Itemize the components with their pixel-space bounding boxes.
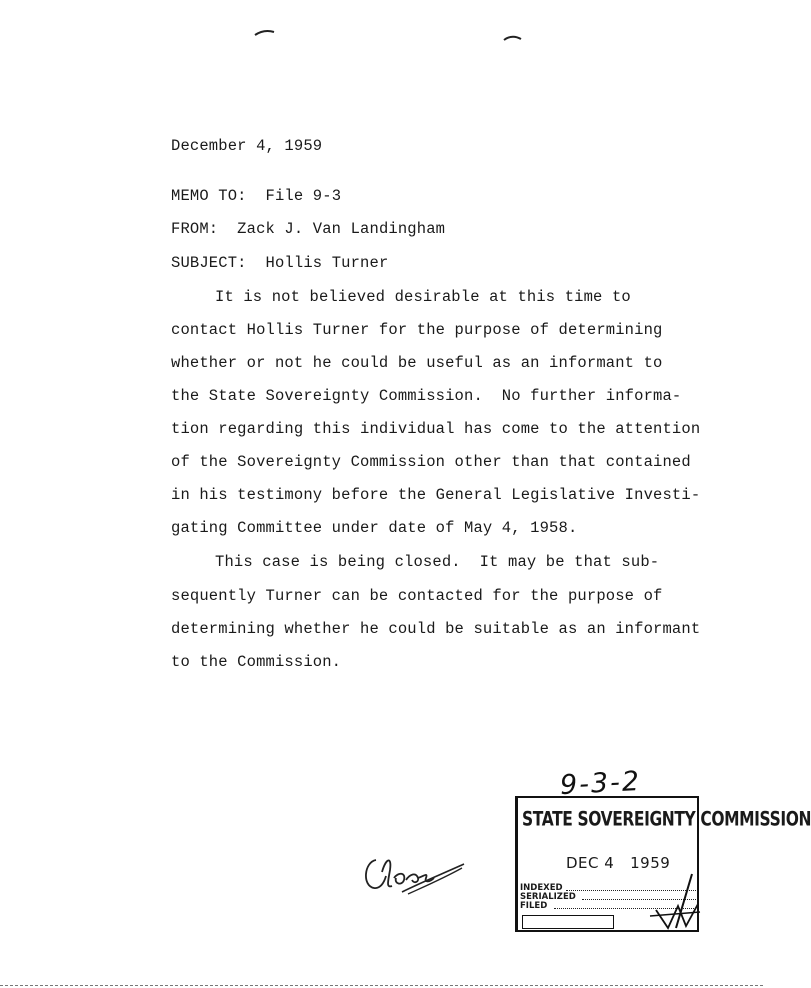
body-line: This case is being closed. It may be that sub- <box>215 553 660 571</box>
body-line: contact Hollis Turner for the purpose of determining <box>171 321 663 339</box>
body-line: tion regarding this individual has come to the attention <box>171 420 701 438</box>
stamp-field-serialized: SERIALIZED <box>520 892 576 902</box>
body-line: gating Committee under date of May 4, 1958. <box>171 519 578 537</box>
memo-to-line <box>171 187 341 205</box>
memo-subject-label: SUBJECT: <box>171 254 247 272</box>
initials-scribble-icon <box>626 870 702 932</box>
memo-to-value: File 9-3 <box>265 187 342 205</box>
memo-from-line <box>171 220 445 238</box>
stamp-field-indexed: INDEXED <box>520 883 563 893</box>
memo-subject-value: Hollis Turner <box>265 254 389 272</box>
scan-mark-icon <box>503 33 523 43</box>
memo-from-label: FROM: <box>171 220 219 238</box>
handwritten-file-code: 9-3-2 <box>559 765 642 802</box>
body-line: determining whether he could be suitable as an informant <box>171 620 701 638</box>
body-line: of the Sovereignty Commission other than that contained <box>171 453 691 471</box>
page-bottom-edge <box>0 985 763 986</box>
stamp-title: STATE SOVEREIGNTY COMMISSION <box>522 808 811 831</box>
body-line: the State Sovereignty Commission. No further informa- <box>171 387 682 405</box>
body-line: sequently Turner can be contacted for the purpose of <box>171 587 663 605</box>
memo-to-label: MEMO TO: <box>171 187 247 205</box>
stamp-fields <box>520 884 576 911</box>
scan-mark-icon <box>254 28 276 38</box>
body-line: to the Commission. <box>171 653 342 671</box>
commission-stamp <box>515 796 811 932</box>
body-line: It is not believed desirable at this time to <box>215 288 631 306</box>
memo-date: December 4, 1959 <box>171 137 323 155</box>
body-line: in his testimony before the General Legislative Investi- <box>171 486 701 504</box>
stamp-date: DEC 4 1959 <box>566 854 671 872</box>
body-line: whether or not he could be useful as an informant to <box>171 354 663 372</box>
stamp-blank-box <box>522 915 614 929</box>
memo-subject-line <box>171 254 388 272</box>
memo-from-value: Zack J. Van Landingham <box>237 220 446 238</box>
close-signature-icon <box>362 850 467 898</box>
stamp-field-filed: FILED <box>520 901 548 911</box>
